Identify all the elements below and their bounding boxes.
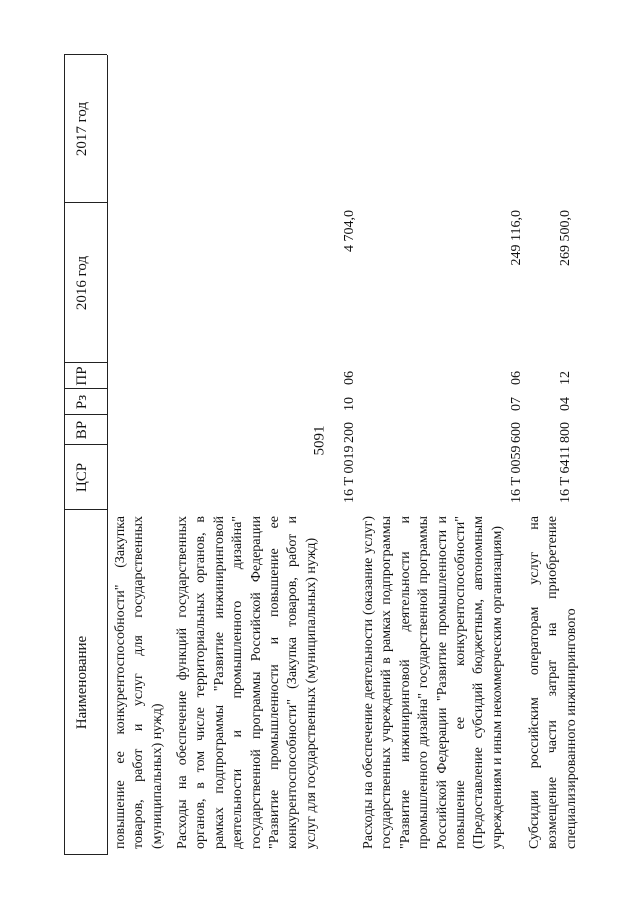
header-2016: 2016 год	[74, 255, 90, 311]
header-name: Наименование	[74, 635, 90, 730]
header-rz: Рз	[74, 394, 90, 410]
row-csr: 16 Т 0019	[342, 445, 357, 503]
header-2017: 2017 год	[74, 101, 90, 157]
row-2016: 269 500,0	[558, 210, 573, 266]
row-2016: 4 704,0	[342, 210, 357, 252]
table-top-border	[64, 55, 65, 855]
budget-table	[64, 55, 579, 855]
row-2016: 249 116,0	[509, 210, 524, 266]
header-pr: ПР	[74, 366, 90, 386]
row-rz: 07	[509, 397, 524, 411]
header-csr: ЦСР	[74, 462, 90, 493]
row-vr: 200	[342, 422, 357, 443]
row-csr: 16 Т 6411	[558, 445, 573, 503]
row-name: повышение ее конкурентоспособности" (Закупка товаров, работ и услуг для государственных (муниципальных) нужд)	[113, 516, 165, 849]
header-bottom-border	[107, 55, 108, 855]
row-vr: 600	[509, 422, 524, 443]
header-vr: ВР	[74, 420, 90, 440]
page-number: 5091	[311, 425, 328, 456]
row-pr: 06	[342, 371, 357, 385]
row-rz: 10	[342, 397, 357, 411]
row-name: Субсидии российским операторам услуг на возмещение части затрат на приобретение специализированного инжинирингового	[527, 516, 579, 849]
row-name: Расходы на обеспечение функций государственных органов, в том числе территориальных органов, в рамках подпрограммы "Развитие инжиниринговой деятельности и промышленного дизайна" государственной программы Российской Федерации "Развитие промышленности и повышение ее конкурентоспособности" (Закупка товаров, работ и услуг для государственных (муниципальных) нужд)	[175, 516, 319, 849]
row-csr: 16 Т 0059	[509, 445, 524, 503]
row-pr: 06	[509, 371, 524, 385]
row-vr: 800	[558, 422, 573, 443]
row-pr: 12	[558, 371, 573, 385]
row-name: Расходы на обеспечение деятельности (оказание услуг) государственных учреждений в рамках подпрограммы "Развитие инжиниринговой деятельности и промышленного дизайна" государственной программы Российской Федерации "Развитие промышленности и повышение ее конкурентоспособности" (Предоставление субсидий бюджетным, автономным учреждениям и иным некоммерческим организациям)	[361, 516, 505, 849]
row-rz: 04	[558, 397, 573, 411]
